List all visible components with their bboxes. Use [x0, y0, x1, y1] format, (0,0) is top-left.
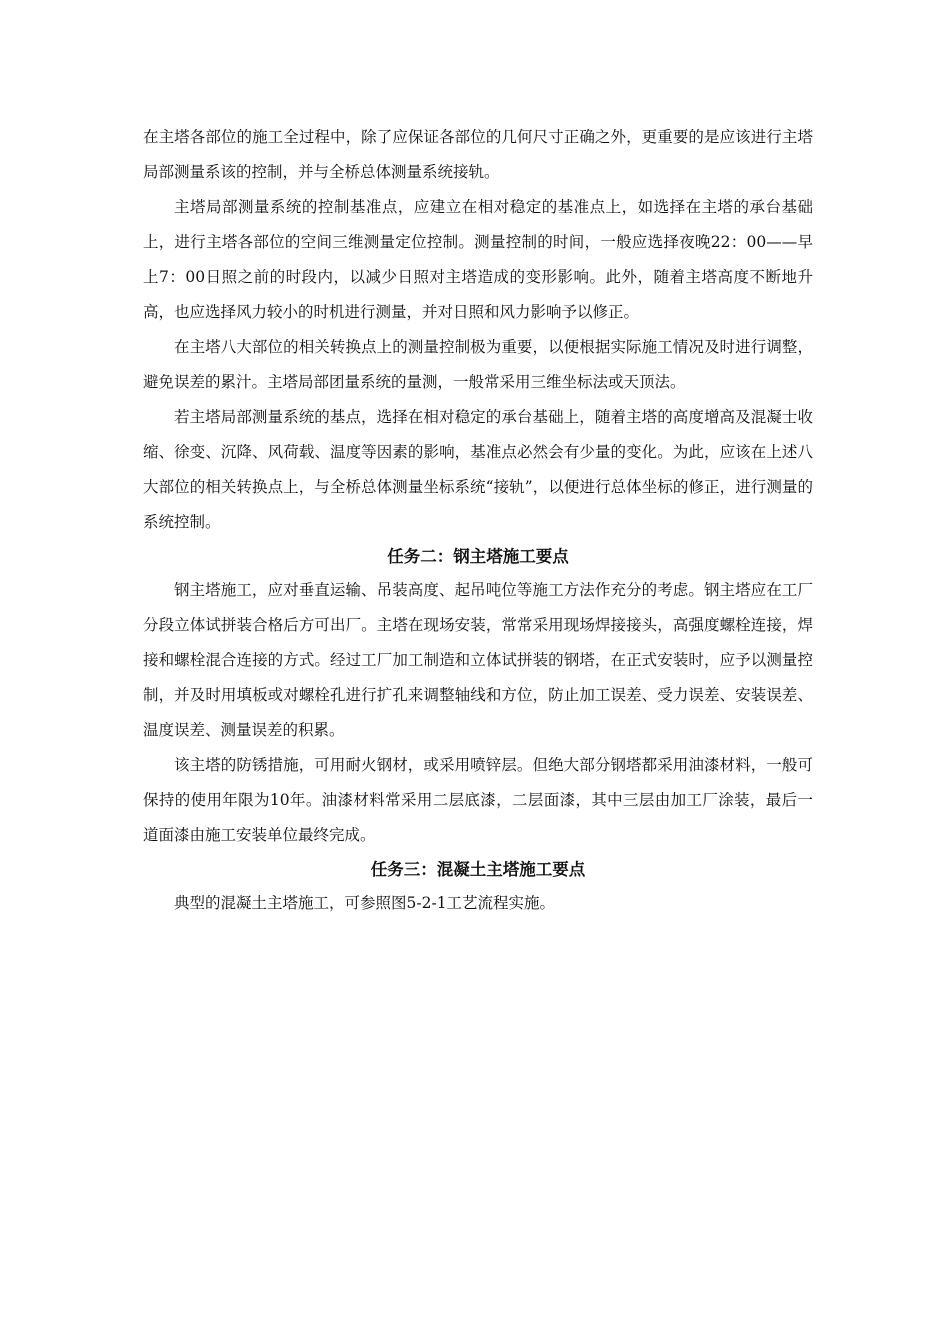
paragraph-control-datum: 主塔局部测量系统的控制基准点，应建立在相对稳定的基准点上，如选择在主塔的承台基础上，进行主塔各部位的空间三维测量定位控制。测量控制的时间，一般应选择夜晚22：00——早上7：00日照之前的时段内，以减少日照对主塔造成的变形影响。此外，随着主塔高度不断地升高，也应选择风力较小的时机进行测量，并对日照和风力影响予以修正。: [143, 198, 813, 321]
paragraph-anticorrosion: 该主塔的防锈措施，可用耐火钢材，或采用喷锌层。但绝大部分钢塔都采用油漆材料，一般可保持的使用年限为10年。油漆材料常采用二层底漆，二层面漆，其中三层由加工厂涂装，最后一道面漆由施工安装单位最终完成。: [143, 756, 813, 844]
paragraph-concrete-tower: 典型的混凝土主塔施工，可参照图5-2-1工艺流程实施。: [174, 894, 556, 912]
heading-task-2: 任务二：钢主塔施工要点: [387, 547, 569, 566]
paragraph-transfer-points: 在主塔八大部位的相关转换点上的测量控制极为重要，以便根据实际施工情况及时进行调整，避免误差的累汁。主塔局部团量系统的量测，一般常采用三维坐标法或天顶法。: [143, 338, 813, 391]
document-body: [143, 120, 813, 921]
heading-task-3: 任务三：混凝土主塔施工要点: [370, 860, 586, 879]
paragraph-steel-tower-construction: 钢主塔施工，应对垂直运输、吊装高度、起吊吨位等施工方法作充分的考虑。钢主塔应在工厂分段立体试拼装合格后方可出厂。主塔在现场安装，常常采用现场焊接接头，高强度螺栓连接，焊接和螺栓混合连接的方式。经过工厂加工制造和立体试拼装的钢塔，在正式安装时，应予以测量控制，并及时用填板或对螺栓孔进行扩孔来调整轴线和方位，防止加工误差、受力误差、安装误差、温度误差、测量误差的积累。: [143, 581, 813, 739]
paragraph-tower-measurement-intro: 在主塔各部位的施工全过程中，除了应保证各部位的几何尺寸正确之外，更重要的是应该进行主塔局部测量系该的控制，并与全桥总体测量系统接轨。: [143, 128, 813, 181]
paragraph-datum-correction: 若主塔局部测量系统的基点，选择在相对稳定的承台基础上，随着主塔的高度增高及混凝士收缩、徐变、沉降、风荷载、温度等因素的影响，基准点必然会有少量的变化。为此，应该在上述八大部位的相关转换点上，与全桥总体测量坐标系统“接轨”，以便进行总体坐标的修正，进行测量的系统控制。: [143, 408, 813, 531]
